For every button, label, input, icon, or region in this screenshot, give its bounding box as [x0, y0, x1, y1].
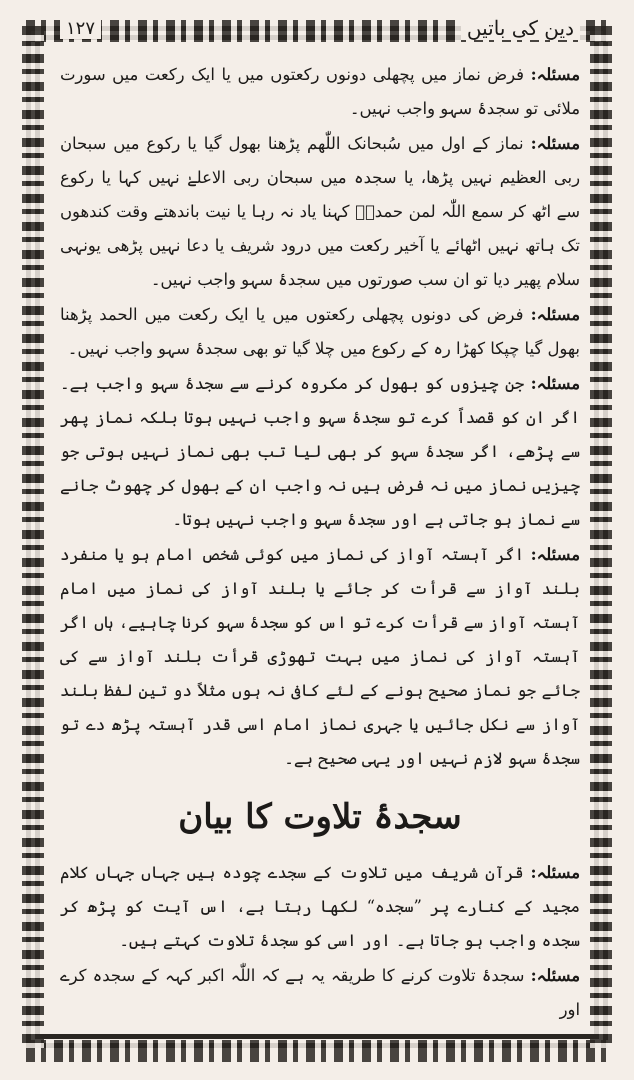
masala-label: مسئلہ: [530, 65, 580, 84]
masala-text: اگر آہستہ آواز کی نماز میں کوئی شخص امام ہو یا منفرد بلند آواز سے قرأت کر جائے یا بلند آواز کی نماز میں امام آہستہ آواز سے قرأت کرے تو اس کو سجدۂ سہو کرنا چاہیے، ہاں اگر آہستہ آواز کی نماز میں بہت تھوڑی قرأت بلند آواز سے کی جائے جو نماز صحیح ہونے کے لئے کافی نہ ہوں مثلاً دو تین لفظ بلند آواز سے نکل جائیں یا جہری نماز امام اسی قدر آہستہ پڑھ دے تو سجدۂ سہو لازم نہیں اور یہی صحیح ہے۔ [60, 545, 580, 768]
masala-label: مسئلہ: [530, 374, 580, 393]
masala-text: فرض کی دونوں پچھلی رکعتوں میں یا ایک رکعت میں الحمد پڑھنا بھول گیا چپکا کھڑا رہ کے رکوع میں چلا گیا تو بھی سجدۂ سہو واجب نہیں۔ [60, 305, 580, 358]
masala-paragraph [60, 58, 580, 126]
masala-text: فرض نماز میں پچھلی دونوں رکعتوں میں یا ایک رکعت میں سورت ملائی تو سجدۂ سہو واجب نہیں۔ [60, 65, 580, 118]
masala-label: مسئلہ: [530, 966, 580, 985]
paragraph-list-top [60, 58, 580, 776]
vine-border-bottom [26, 1040, 608, 1062]
masala-text: نماز کے اول میں سُبحانک اللّٰھم پڑھنا بھول گیا یا رکوع میں سبحان ربی العظیم نہیں پڑھا، یا سجدہ میں سبحان ربی الاعلےٰ نہیں کہا یا رکوع سے اٹھ کر سمع اللّٰہ لمن حمدہٗ کہنا یاد نہ رہا یا نیت باندھتے وقت کندھوں تک ہاتھ نہیں اٹھائے یا آخیر رکعت میں درود شریف یا دعا نہیں پڑھی یونہی سلام پھیر دیا تو ان سب صورتوں میں سجدۂ سہو واجب نہیں۔ [60, 134, 580, 289]
paragraph-list-bottom [60, 856, 580, 1027]
masala-text: قرآن شریف میں تلاوت کے سجدے چودہ ہیں جہاں جہاں کلام مجید کے کنارے پر ”سجدہ“ لکھا رہتا ہے، اس آیت کو پڑھ کر سجدہ واجب ہو جاتا ہے۔ اور اسی کو سجدۂ تلاوت کہتے ہیں۔ [60, 863, 580, 950]
masala-paragraph [60, 298, 580, 366]
masala-label: مسئلہ: [530, 863, 580, 882]
masala-label: مسئلہ: [530, 305, 580, 324]
page-content [60, 58, 580, 1033]
running-title: دین کی باتیں [461, 16, 580, 40]
masala-label: مسئلہ: [530, 545, 580, 564]
masala-text: سجدۂ تلاوت کرنے کا طریقہ یہ ہے کہ اللّٰہ اکبر کہہ کے سجدہ کرے اور [60, 966, 580, 1019]
masala-paragraph [60, 959, 580, 1027]
masala-paragraph [60, 856, 580, 958]
masala-text: جن چیزوں کو بھول کر مکروہ کرنے سے سجدۂ سہو واجب ہے۔ اگر ان کو قصداً کرے تو سجدۂ سہو واجب نہیں ہوتا بلکہ نماز پھر سے پڑھے، اگر سجدۂ سہو کر بھی لیا تب بھی نماز نہیں ہوتی جو چیزیں نماز میں نہ فرض ہیں نہ واجب ان کے بھول کر چھوٹ جانے سے نماز ہو جاتی ہے اور سجدۂ سہو واجب نہیں ہوتا۔ [60, 374, 580, 529]
page-header [60, 8, 580, 48]
masala-paragraph [60, 538, 580, 776]
vine-border-right [590, 26, 612, 1048]
section-heading: سجدۂ تلاوت کا بیان [178, 797, 462, 837]
vine-border-left [22, 26, 44, 1048]
page-number: ۱۲۷ [60, 18, 101, 39]
masala-paragraph [60, 127, 580, 297]
masala-paragraph [60, 367, 580, 537]
masala-label: مسئلہ: [530, 134, 580, 153]
